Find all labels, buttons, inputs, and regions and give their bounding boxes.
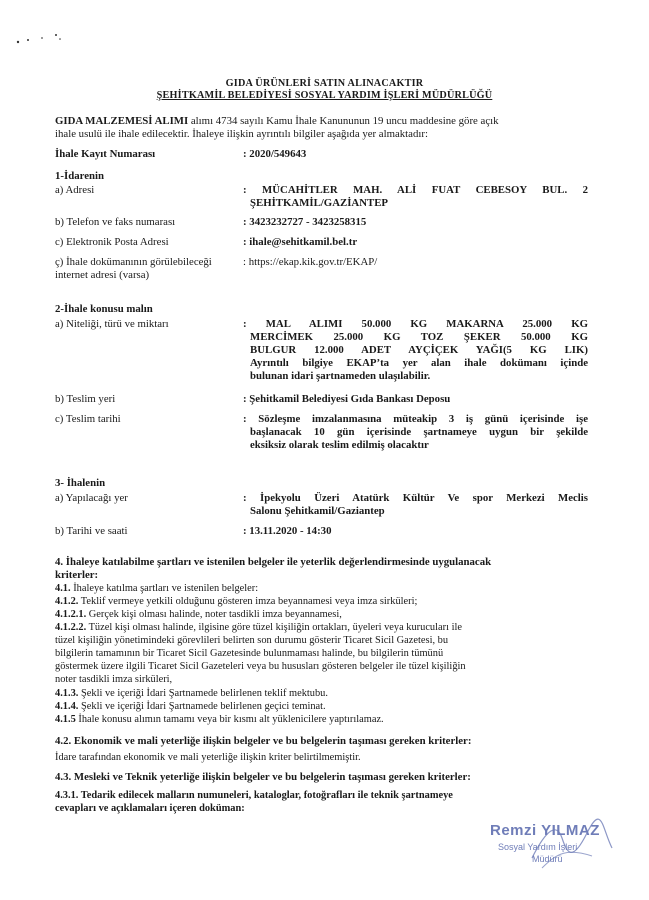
teslim-yeri-label: b) Teslim yeri: [55, 393, 116, 405]
adres-value-2: ŞEHİTKAMİL/GAZİANTEP: [250, 197, 388, 209]
web-label-1: ç) İhale dokümanının görülebileceği: [55, 256, 212, 268]
doc-subtitle: ŞEHİTKAMİL BELEDİYESİ SOSYAL YARDIM İŞLERİ MÜDÜRLÜĞÜ: [156, 90, 493, 101]
web-value: : https://ekap.kik.gov.tr/EKAP/: [243, 256, 378, 268]
intro-rest: alımı 4734 sayılı Kamu İhale Kanununun 19 uncu maddesine göre açık: [188, 115, 499, 127]
teslim-tarihi-line-1: : Sözleşme imzalanmasına müteakip 3 iş günü içerisinde işe: [243, 413, 588, 425]
s4-item-4: [55, 622, 462, 634]
s4-item-3: [55, 609, 342, 621]
s4-item-num: 4.1.2.1.: [55, 609, 87, 620]
doc-title: GIDA ÜRÜNLERİ SATIN ALINACAKTIR: [225, 78, 424, 89]
signature-stamp: [480, 822, 630, 877]
stamp-title-2: Müdürü: [532, 854, 563, 864]
s4-item-text: İhale konusu alımın tamamı veya bir kısmı alt yüklenicilere yaptırılamaz.: [75, 714, 384, 725]
s4-item-num: 4.1.4.: [55, 701, 79, 712]
nitelik-line-3: BULGUR 12.000 ADET AYÇİÇEK YAĞI(5 KG LIK): [250, 344, 588, 356]
nitelik-line-4: Ayrıntılı bilgiye EKAP’ta yer alan ihale dokümanı içinde: [250, 357, 588, 369]
s4-title-2: kriterler:: [55, 569, 99, 581]
s4-item-num: 4.1.2.: [55, 596, 79, 607]
mal-heading: 2-İhale konusu malın: [55, 303, 153, 315]
s4-item-text: Tüzel kişi olması halinde, ilgisine göre tüzel kişiliğin ortakları, üyeleri veya kurucuları ile: [86, 622, 462, 633]
s4-item-text: Şekli ve içeriği İdari Şartnamede belirlenen teklif mektubu.: [78, 688, 328, 699]
s4-item-7: [55, 714, 384, 726]
s42-text: İdare tarafından ekonomik ve mali yeterliğe ilişkin kriter belirtilmemiştir.: [55, 752, 361, 763]
tel-value: : 3423232727 - 3423258315: [243, 216, 367, 228]
s4-para-line-4: noter tasdikli imza sirküleri,: [55, 674, 173, 685]
intro-line2: ihale usulü ile ihale edilecektir. İhaleye ilişkin ayrıntılı bilgiler aşağıda yer almaktadır:: [55, 128, 428, 140]
tarih-value: : 13.11.2020 - 14:30: [243, 525, 332, 537]
idare-heading: 1-İdarenin: [55, 170, 104, 182]
s4-item-num: 4.1.2.2.: [55, 622, 87, 633]
teslim-tarihi-line-2: başlanacak 10 gün içerisinde şartnameye uygun bir şekilde: [250, 426, 588, 438]
s431-line-1: 4.3.1. Tedarik edilecek malların numuneleri, kataloglar, fotoğrafları ile teknik şartnameye: [55, 790, 453, 801]
intro-line1: [55, 115, 600, 128]
nitelik-line-5: bulunan idari şartnameden ulaşılabilir.: [250, 370, 431, 382]
stamp-name: Remzi YILMAZ: [490, 822, 600, 839]
scan-specks: [14, 30, 74, 50]
s4-item-text: Şekli ve içeriği İdari Şartnamede belirlenen geçici teminat.: [78, 701, 326, 712]
s4-para-line-3: göstermek üzere ilgili Ticaret Sicil Gazeteleri veya bu hususları gösteren belgeler ile tüzel kişiliğin: [55, 661, 466, 672]
nitelik-line-2: MERCİMEK 25.000 KG TOZ ŞEKER 50.000 KG: [250, 331, 588, 343]
s4-para-line-2: bilgilerin tamamının bir Ticaret Sicil Gazetesinde bulunmaması halinde, bu bilgilerin tümünü: [55, 648, 444, 659]
s4-item-text: Teklif vermeye yetkili olduğunu gösteren imza beyannamesi veya imza sirküleri;: [78, 596, 418, 607]
s4-item-6: [55, 701, 326, 713]
s4-item-num: 4.1.: [55, 583, 71, 594]
teslim-yeri-value: : Şehitkamil Belediyesi Gıda Bankası Deposu: [243, 393, 451, 405]
nitelik-label: a) Niteliği, türü ve miktarı: [55, 318, 169, 330]
intro-bold: GIDA MALZEMESİ ALIMI: [55, 115, 189, 127]
s43-title: 4.3. Mesleki ve Teknik yeterliğe ilişkin belgeler ve bu belgelerin taşıması gereken kriterler:: [55, 771, 471, 783]
yer-line-2: Salonu Şehitkamil/Gaziantep: [250, 505, 385, 517]
s4-title-1: 4. İhaleye katılabilme şartları ve istenilen belgeler ile yeterlik değerlendirmesinde uygulanacak: [55, 556, 492, 568]
s42-title: 4.2. Ekonomik ve mali yeterliğe ilişkin belgeler ve bu belgelerin taşıması gereken kriterler:: [55, 735, 472, 747]
kayit-label: İhale Kayıt Numarası: [55, 148, 156, 160]
adres-value-1: : MÜCAHİTLER MAH. ALİ FUAT CEBESOY BUL. 2: [243, 184, 588, 196]
web-label-2: internet adresi (varsa): [55, 269, 150, 281]
s431-line-2: cevapları ve açıklamaları içeren doküman:: [55, 803, 245, 814]
s4-para-line-1: tüzel kişiliğin yönetimindeki görevlileri belirten son durumu gösterir Ticaret Sicil Gazetesi, bu: [55, 635, 449, 646]
s4-item-text: Gerçek kişi olması halinde, noter tasdikli imza beyannamesi,: [86, 609, 342, 620]
teslim-tarihi-line-3: eksiksiz olarak teslim edilmiş olacaktır: [250, 439, 429, 451]
tarih-label: b) Tarihi ve saati: [55, 525, 128, 537]
s4-item-num: 4.1.5: [55, 714, 76, 725]
adres-label: a) Adresi: [55, 184, 95, 196]
eposta-label: c) Elektronik Posta Adresi: [55, 236, 169, 248]
s4-item-5: [55, 688, 328, 700]
kayit-value: : 2020/549643: [243, 148, 307, 160]
eposta-value: : ihale@sehitkamil.bel.tr: [243, 236, 358, 248]
teslim-tarihi-label: c) Teslim tarihi: [55, 413, 121, 425]
s4-item-2: [55, 596, 417, 608]
nitelik-line-1: : MAL ALIMI 50.000 KG MAKARNA 25.000 KG: [243, 318, 588, 330]
stamp-title-1: Sosyal Yardım İşleri: [498, 842, 578, 852]
s4-item-text: İhaleye katılma şartları ve istenilen belgeler:: [70, 583, 259, 594]
ihale-heading: 3- İhalenin: [55, 477, 106, 489]
tel-label: b) Telefon ve faks numarası: [55, 216, 176, 228]
yer-line-1: : İpekyolu Üzeri Atatürk Kültür Ve spor Merkezi Meclis: [243, 492, 588, 504]
s4-item-1: [55, 583, 258, 595]
yer-label: a) Yapılacağı yer: [55, 492, 128, 504]
s4-item-num: 4.1.3.: [55, 688, 79, 699]
